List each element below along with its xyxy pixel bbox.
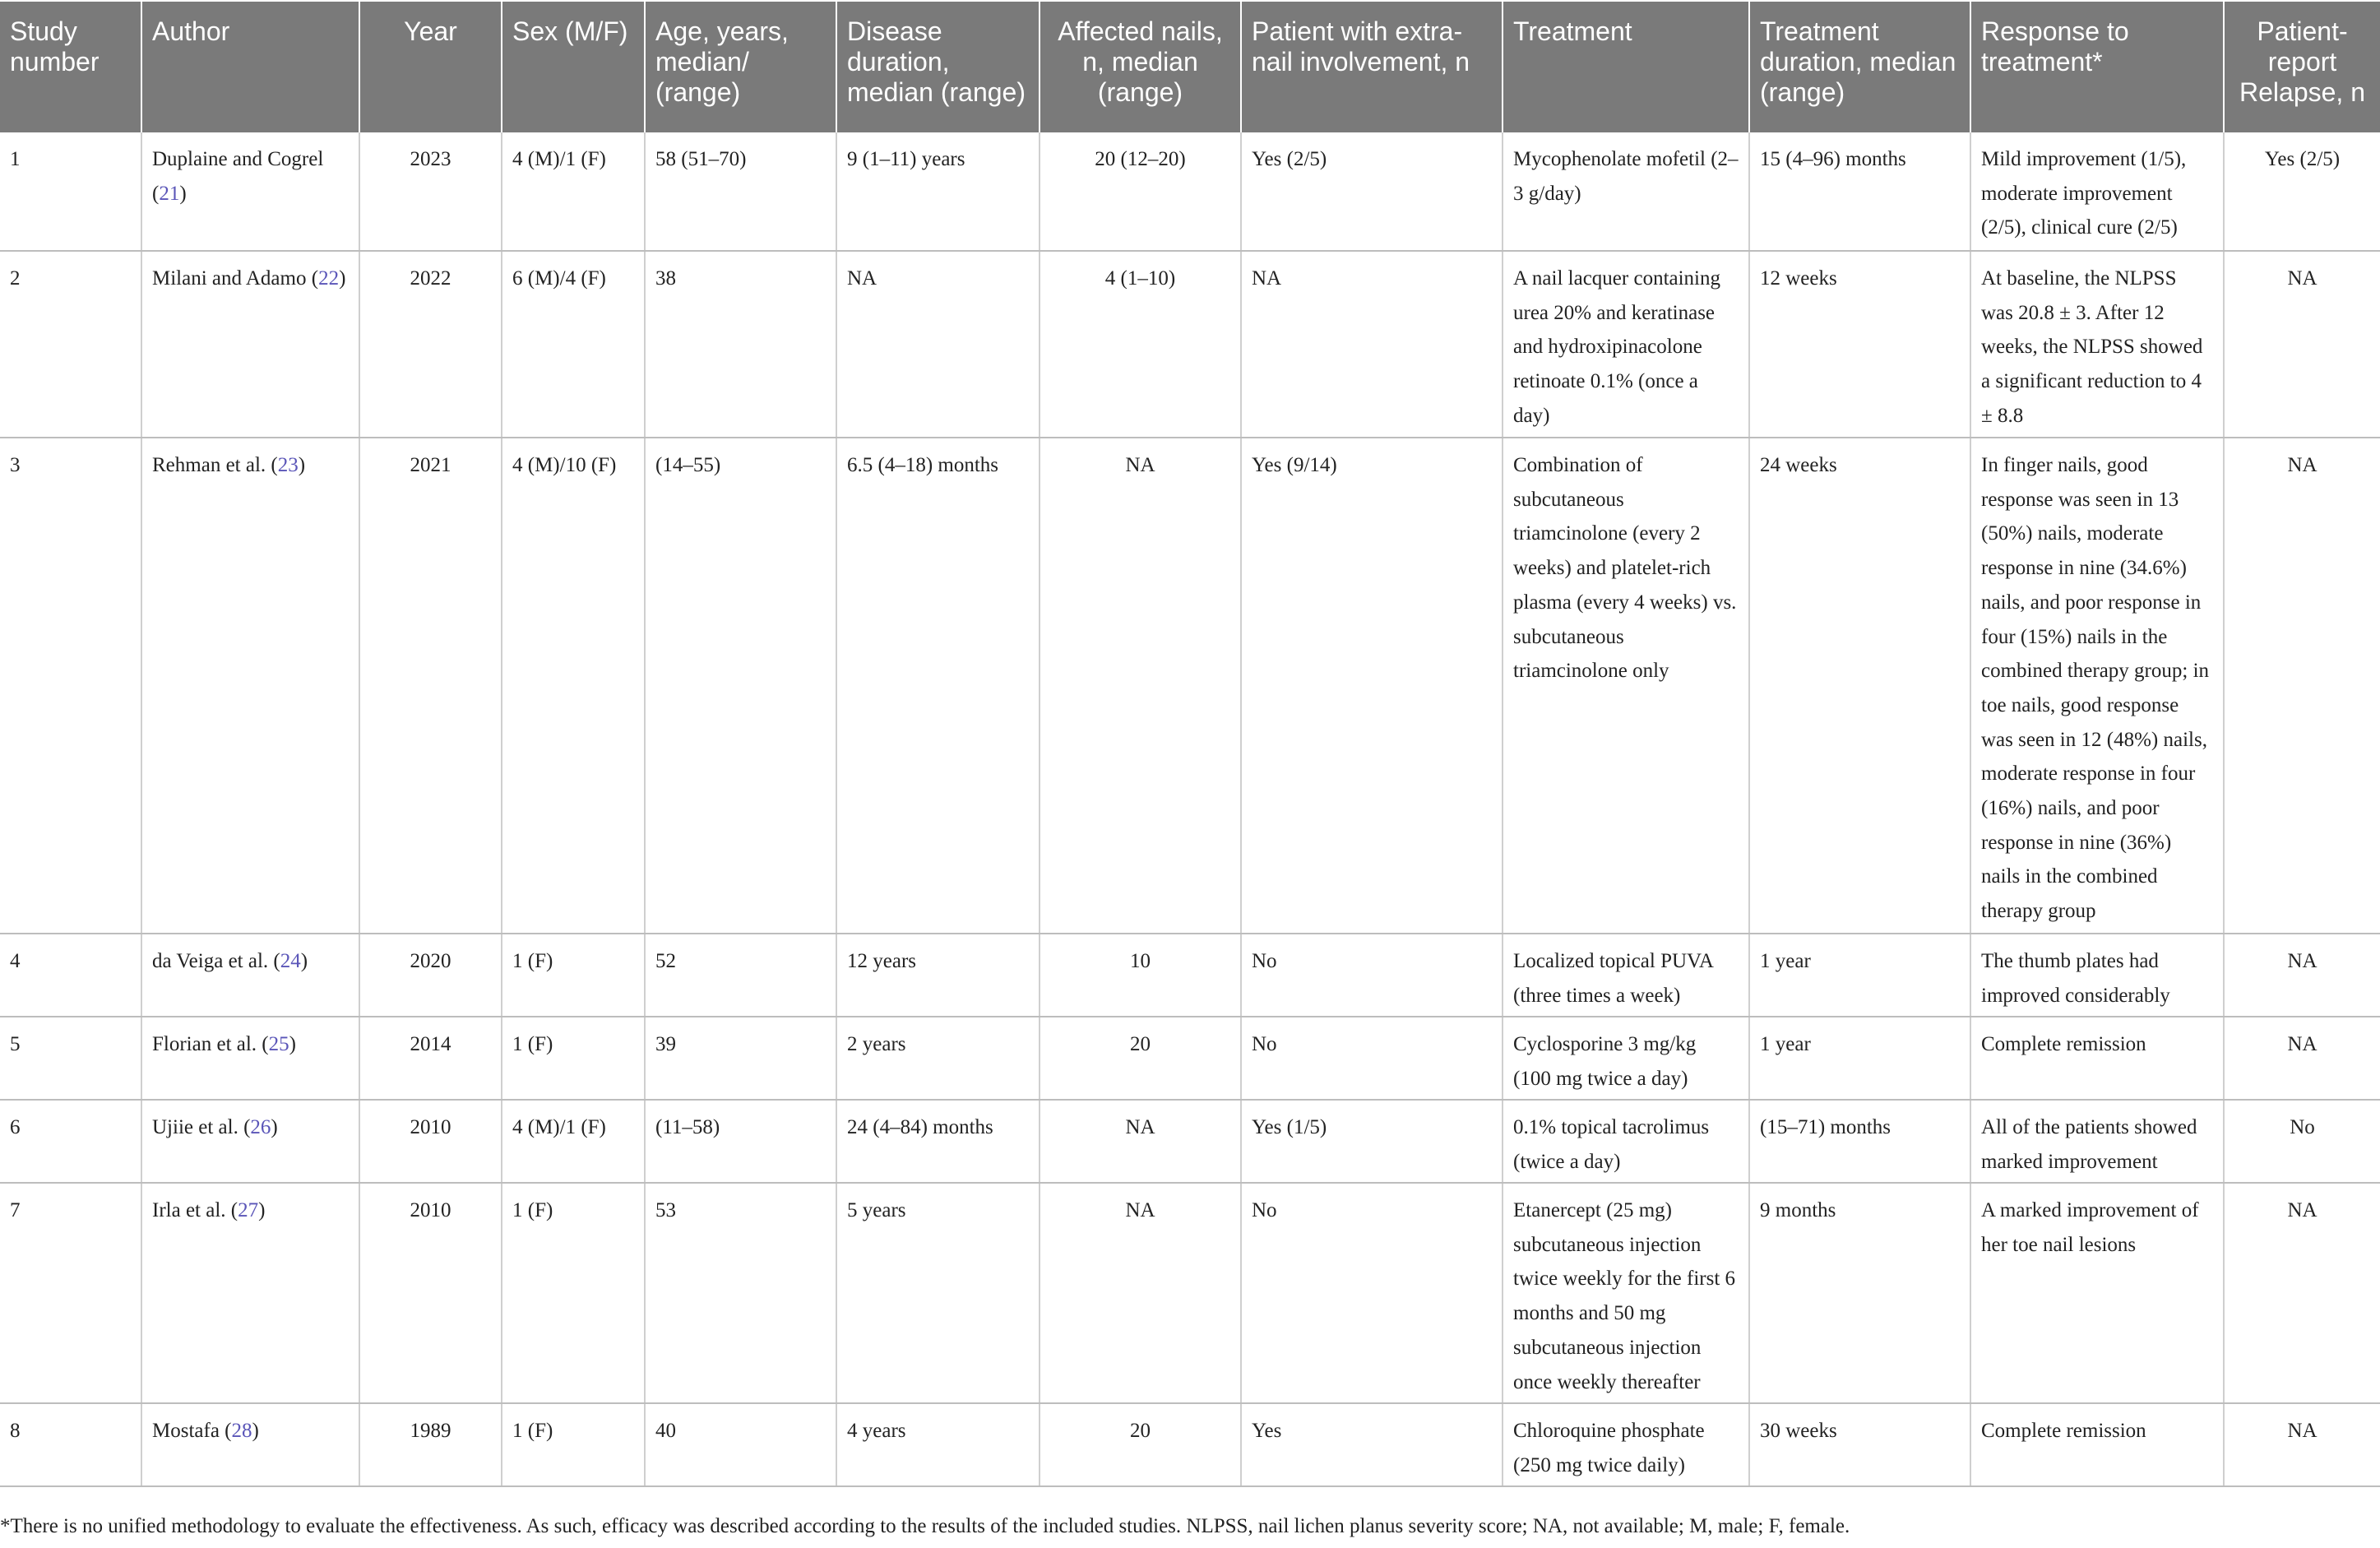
cell-nails: NA (1040, 1100, 1241, 1183)
cell-treatment-duration: 1 year (1749, 934, 1970, 1017)
cell-treatment: Mycophenolate mofetil (2–3 g/day) (1503, 132, 1749, 251)
cell-relapse: NA (2224, 251, 2380, 438)
cell-study: 8 (0, 1403, 141, 1486)
reference-link[interactable]: 23 (277, 454, 299, 476)
author-name: Milani and Adamo (152, 267, 307, 290)
cell-author: Milani and Adamo (22) (141, 251, 359, 438)
header-age: Age, years, median/ (range) (645, 2, 836, 132)
header-response: Response to treatment* (1970, 2, 2224, 132)
reference-link[interactable]: 21 (159, 182, 180, 205)
cell-extra: Yes (9/14) (1241, 438, 1503, 934)
table-row (0, 132, 2380, 251)
author-name: Florian et al. ( (152, 1033, 269, 1055)
author-name: Ujiie et al. ( (152, 1116, 251, 1138)
cell-relapse: Yes (2/5) (2224, 132, 2380, 251)
cell-response: At baseline, the NLPSS was 20.8 ± 3. After 12 weeks, the NLPSS showed a significant reduction to 4 ± 8.8 (1970, 251, 2224, 438)
table-row (0, 251, 2380, 438)
cell-duration: 9 (1–11) years (836, 132, 1040, 251)
cell-response: The thumb plates had improved considerably (1970, 934, 2224, 1017)
cell-sex: 1 (F) (502, 1017, 645, 1100)
table-row (0, 438, 2380, 934)
cell-study: 2 (0, 251, 141, 438)
author-name: Duplaine and Cogrel (152, 148, 324, 170)
cell-sex: 6 (M)/4 (F) (502, 251, 645, 438)
cell-relapse: NA (2224, 934, 2380, 1017)
cell-age: 53 (645, 1183, 836, 1403)
cell-treatment: Cyclosporine 3 mg/kg (100 mg twice a day) (1503, 1017, 1749, 1100)
reference-link[interactable]: 26 (250, 1116, 271, 1138)
cell-relapse: NA (2224, 438, 2380, 934)
cell-relapse: NA (2224, 1183, 2380, 1403)
cell-age: (14–55) (645, 438, 836, 934)
cell-sex: 1 (F) (502, 1403, 645, 1486)
cell-extra: NA (1241, 251, 1503, 438)
header-treatment: Treatment (1503, 2, 1749, 132)
table-row (0, 1017, 2380, 1100)
header-disease-duration: Disease duration, median (range) (836, 2, 1040, 132)
header-extra-nail: Patient with extra-nail involvement, n (1241, 2, 1503, 132)
cell-age: 40 (645, 1403, 836, 1486)
cell-response: A marked improvement of her toe nail lesions (1970, 1183, 2224, 1403)
cell-duration: 6.5 (4–18) months (836, 438, 1040, 934)
cell-sex: 4 (M)/10 (F) (502, 438, 645, 934)
cell-extra: No (1241, 1183, 1503, 1403)
table-row (0, 934, 2380, 1017)
cell-treatment: Chloroquine phosphate (250 mg twice daily) (1503, 1403, 1749, 1486)
cell-year: 2014 (359, 1017, 502, 1100)
cell-treatment: Combination of subcutaneous triamcinolone (every 2 weeks) and platelet-rich plasma (every 4 weeks) vs. subcutaneous triamcinolone only (1503, 438, 1749, 934)
cell-extra: Yes (2/5) (1241, 132, 1503, 251)
table-footnote: *There is no unified methodology to evaluate the effectiveness. As such, efficacy was described according to the results of the included studies. NLPSS, nail lichen planus severity score; NA, not available; M, male; F, female. (0, 1515, 1850, 1537)
cell-nails: 20 (1040, 1403, 1241, 1486)
cell-treatment: Etanercept (25 mg) subcutaneous injection twice weekly for the first 6 months and 50 mg subcutaneous injection once weekly thereafter (1503, 1183, 1749, 1403)
cell-treatment-duration: 1 year (1749, 1017, 1970, 1100)
cell-year: 2010 (359, 1100, 502, 1183)
cell-response: Mild improvement (1/5), moderate improvement (2/5), clinical cure (2/5) (1970, 132, 2224, 251)
cell-duration: NA (836, 251, 1040, 438)
reference-link[interactable]: 27 (238, 1199, 259, 1221)
table-row (0, 1183, 2380, 1403)
header-affected-nails: Affected nails, n, median (range) (1040, 2, 1241, 132)
cell-year: 1989 (359, 1403, 502, 1486)
cell-author: da Veiga et al. (24) (141, 934, 359, 1017)
cell-sex: 1 (F) (502, 934, 645, 1017)
cell-author: Ujiie et al. (26) (141, 1100, 359, 1183)
cell-treatment: A nail lacquer containing urea 20% and keratinase and hydroxipinacolone retinoate 0.1% (once a day) (1503, 251, 1749, 438)
cell-nails: 10 (1040, 934, 1241, 1017)
reference-link[interactable]: 25 (268, 1033, 289, 1055)
cell-treatment-duration: 30 weeks (1749, 1403, 1970, 1486)
cell-extra: Yes (1/5) (1241, 1100, 1503, 1183)
cell-author: Irla et al. (27) (141, 1183, 359, 1403)
author-name: Rehman et al. ( (152, 454, 278, 476)
cell-response: All of the patients showed marked improvement (1970, 1100, 2224, 1183)
cell-age: 58 (51–70) (645, 132, 836, 251)
table-row (0, 1403, 2380, 1486)
author-name: Irla et al. ( (152, 1199, 238, 1221)
cell-study: 6 (0, 1100, 141, 1183)
cell-nails: 4 (1–10) (1040, 251, 1241, 438)
cell-year: 2020 (359, 934, 502, 1017)
reference-link[interactable]: 24 (280, 950, 301, 972)
cell-year: 2021 (359, 438, 502, 934)
study-table (0, 2, 2380, 1487)
cell-extra: No (1241, 1017, 1503, 1100)
header-author: Author (141, 2, 359, 132)
cell-treatment-duration: 24 weeks (1749, 438, 1970, 934)
cell-duration: 12 years (836, 934, 1040, 1017)
cell-treatment-duration: (15–71) months (1749, 1100, 1970, 1183)
cell-relapse: NA (2224, 1403, 2380, 1486)
cell-treatment-duration: 9 months (1749, 1183, 1970, 1403)
cell-study: 7 (0, 1183, 141, 1403)
cell-age: (11–58) (645, 1100, 836, 1183)
cell-age: 38 (645, 251, 836, 438)
cell-year: 2022 (359, 251, 502, 438)
cell-study: 3 (0, 438, 141, 934)
author-name: Mostafa ( (152, 1420, 232, 1442)
header-sex: Sex (M/F) (502, 2, 645, 132)
cell-treatment: 0.1% topical tacrolimus (twice a day) (1503, 1100, 1749, 1183)
cell-response: In finger nails, good response was seen in 13 (50%) nails, moderate response in nine (34.6%) nails, and poor response in four (15%) nails in the combined therapy group; in toe nails, good response was seen in 12 (48%) nails, moderate response in four (16%) nails, and poor response in nine (36%) nails in the combined therapy group (1970, 438, 2224, 934)
cell-extra: No (1241, 934, 1503, 1017)
cell-author: Duplaine and Cogrel (21) (141, 132, 359, 251)
cell-year: 2010 (359, 1183, 502, 1403)
cell-author: Florian et al. (25) (141, 1017, 359, 1100)
reference-link[interactable]: 28 (231, 1420, 252, 1442)
cell-treatment-duration: 12 weeks (1749, 251, 1970, 438)
header-relapse: Patient-report Relapse, n (2224, 2, 2380, 132)
cell-sex: 4 (M)/1 (F) (502, 1100, 645, 1183)
cell-age: 52 (645, 934, 836, 1017)
cell-year: 2023 (359, 132, 502, 251)
cell-treatment-duration: 15 (4–96) months (1749, 132, 1970, 251)
cell-nails: 20 (12–20) (1040, 132, 1241, 251)
table-row (0, 1100, 2380, 1183)
header-year: Year (359, 2, 502, 132)
cell-sex: 4 (M)/1 (F) (502, 132, 645, 251)
cell-study: 4 (0, 934, 141, 1017)
header-row (0, 2, 2380, 132)
cell-author: Rehman et al. (23) (141, 438, 359, 934)
cell-extra: Yes (1241, 1403, 1503, 1486)
author-name: da Veiga et al. ( (152, 950, 280, 972)
cell-nails: 20 (1040, 1017, 1241, 1100)
cell-relapse: No (2224, 1100, 2380, 1183)
cell-duration: 5 years (836, 1183, 1040, 1403)
cell-study: 1 (0, 132, 141, 251)
header-treatment-duration: Treatment duration, median (range) (1749, 2, 1970, 132)
cell-duration: 24 (4–84) months (836, 1100, 1040, 1183)
cell-duration: 2 years (836, 1017, 1040, 1100)
cell-age: 39 (645, 1017, 836, 1100)
cell-response: Complete remission (1970, 1403, 2224, 1486)
reference-link[interactable]: 22 (318, 267, 340, 290)
header-study-number: Study number (0, 2, 141, 132)
cell-response: Complete remission (1970, 1017, 2224, 1100)
cell-sex: 1 (F) (502, 1183, 645, 1403)
cell-duration: 4 years (836, 1403, 1040, 1486)
cell-relapse: NA (2224, 1017, 2380, 1100)
cell-author: Mostafa (28) (141, 1403, 359, 1486)
cell-study: 5 (0, 1017, 141, 1100)
cell-nails: NA (1040, 438, 1241, 934)
cell-nails: NA (1040, 1183, 1241, 1403)
cell-treatment: Localized topical PUVA (three times a week) (1503, 934, 1749, 1017)
